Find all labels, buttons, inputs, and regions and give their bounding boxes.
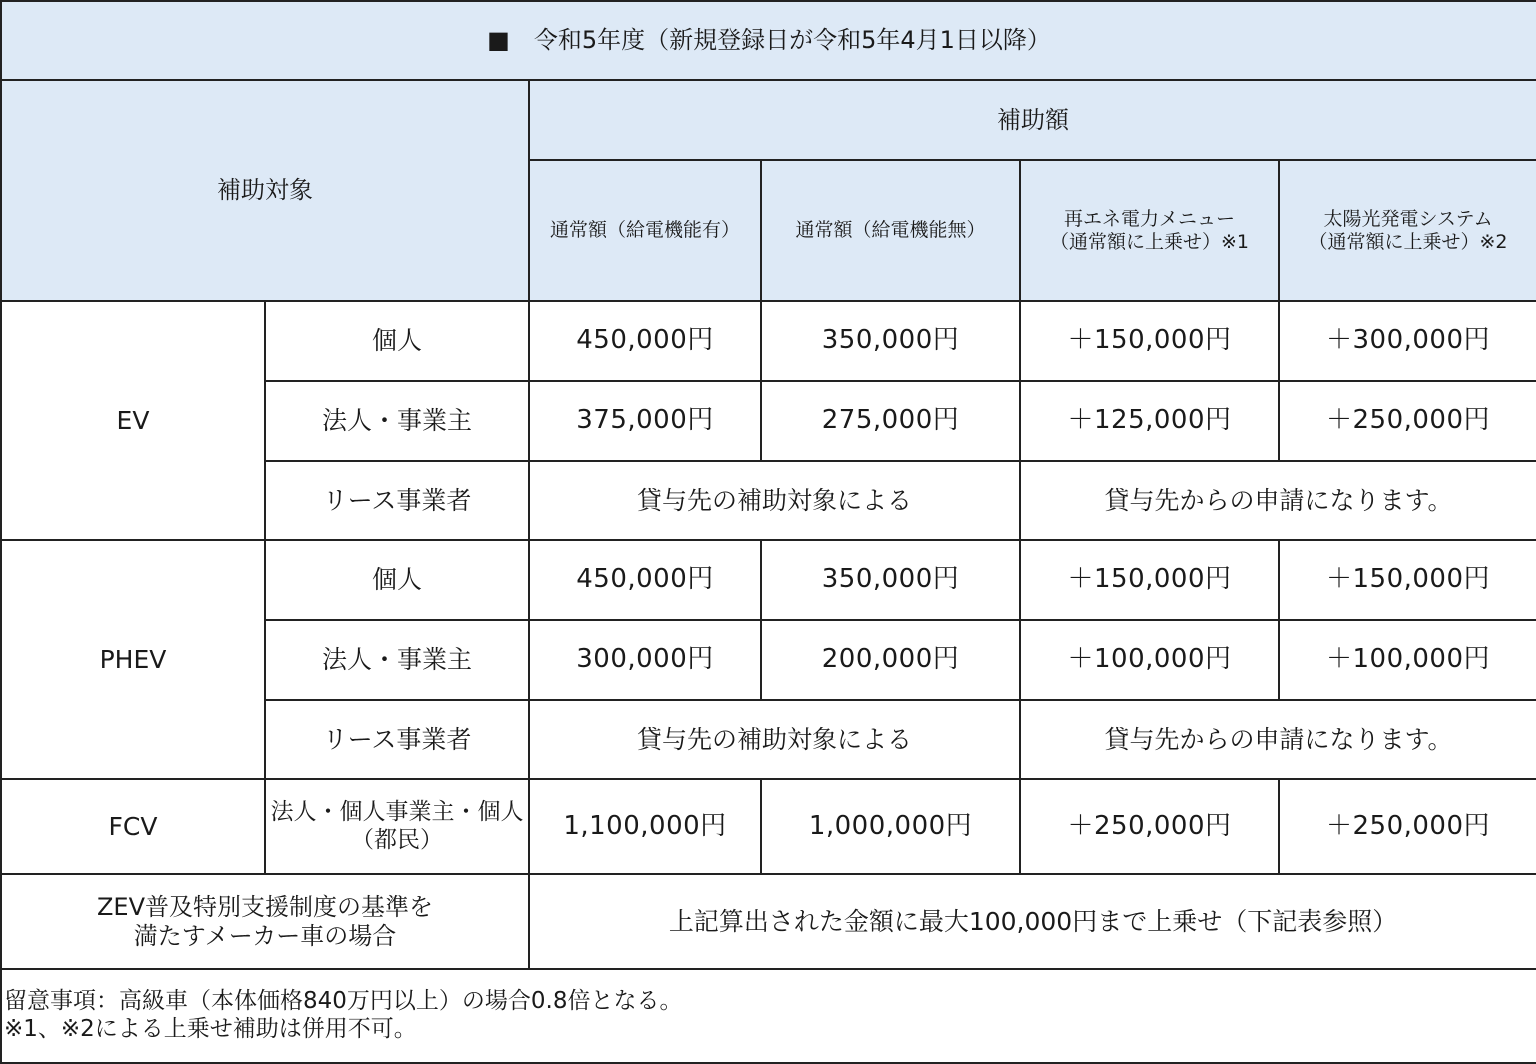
- merged-cell: 貸与先の補助対象による: [529, 700, 1020, 779]
- value-cell: 450,000円: [529, 540, 761, 620]
- category-ev: EV: [1, 301, 265, 540]
- value-cell: ＋150,000円: [1020, 540, 1279, 620]
- value-cell: ＋150,000円: [1279, 540, 1536, 620]
- value-cell: ＋250,000円: [1279, 779, 1536, 874]
- value-cell: 1,100,000円: [529, 779, 761, 874]
- zev-label-line: 満たすメーカー車の場合: [133, 921, 397, 950]
- zev-label: [1, 874, 529, 969]
- row-type-line: 法人・個人事業主・個人: [270, 798, 524, 825]
- header-col-normal-without-supply: [761, 160, 1020, 301]
- category-phev: PHEV: [1, 540, 265, 779]
- merged-cell: 貸与先からの申請になります。: [1020, 461, 1536, 540]
- table-row: [1, 540, 1536, 620]
- value-cell: 1,000,000円: [761, 779, 1020, 874]
- value-cell: 275,000円: [761, 381, 1020, 461]
- value-cell: 200,000円: [761, 620, 1020, 700]
- header-col-line: 通常額（給電機能有）: [549, 219, 740, 242]
- value-cell: 350,000円: [761, 301, 1020, 381]
- value-cell: ＋150,000円: [1020, 301, 1279, 381]
- value-cell: 300,000円: [529, 620, 761, 700]
- header-col-line: （通常額に上乗せ）※2: [1308, 230, 1508, 253]
- value-cell: ＋300,000円: [1279, 301, 1536, 381]
- header-col-renewable: [1020, 160, 1279, 301]
- header-col-line: （通常額に上乗せ）※1: [1049, 230, 1249, 253]
- note-line: ※1、※2による上乗せ補助は併用不可。: [4, 1015, 417, 1042]
- row-type: 個人: [265, 540, 529, 620]
- row-type-line: （都民）: [351, 826, 443, 853]
- header-col-line: 再エネ電力メニュー: [1063, 207, 1235, 230]
- table-row: [1, 874, 1536, 969]
- value-cell: ＋250,000円: [1020, 779, 1279, 874]
- value-cell: ＋250,000円: [1279, 381, 1536, 461]
- row-type: 個人: [265, 301, 529, 381]
- row-type: [265, 779, 529, 874]
- row-type: リース事業者: [265, 700, 529, 779]
- header-col-line: 通常額（給電機能無）: [795, 219, 986, 242]
- header-amount: 補助額: [529, 80, 1536, 160]
- notes: [1, 969, 1536, 1063]
- header-col-solar: [1279, 160, 1536, 301]
- value-cell: 375,000円: [529, 381, 761, 461]
- row-type: 法人・事業主: [265, 620, 529, 700]
- note-line: 留意事項：高級車（本体価格840万円以上）の場合0.8倍となる。: [4, 988, 683, 1014]
- merged-cell: 貸与先の補助対象による: [529, 461, 1020, 540]
- header-col-normal-with-supply: [529, 160, 761, 301]
- row-type: 法人・事業主: [265, 381, 529, 461]
- row-type: リース事業者: [265, 461, 529, 540]
- value-cell: ＋100,000円: [1020, 620, 1279, 700]
- value-cell: ＋125,000円: [1020, 381, 1279, 461]
- value-cell: 450,000円: [529, 301, 761, 381]
- merged-cell: 貸与先からの申請になります。: [1020, 700, 1536, 779]
- value-cell: ＋100,000円: [1279, 620, 1536, 700]
- table-title: ■ 令和5年度（新規登録日が令和5年4月1日以降）: [1, 1, 1536, 80]
- category-fcv: FCV: [1, 779, 265, 874]
- table-row: [1, 779, 1536, 874]
- value-cell: 350,000円: [761, 540, 1020, 620]
- table-row: [1, 301, 1536, 381]
- zev-value: 上記算出された金額に最大100,000円まで上乗せ（下記表参照）: [529, 874, 1536, 969]
- header-target: 補助対象: [1, 80, 529, 301]
- zev-label-line: ZEV普及特別支援制度の基準を: [96, 892, 434, 921]
- header-col-line: 太陽光発電システム: [1323, 207, 1493, 230]
